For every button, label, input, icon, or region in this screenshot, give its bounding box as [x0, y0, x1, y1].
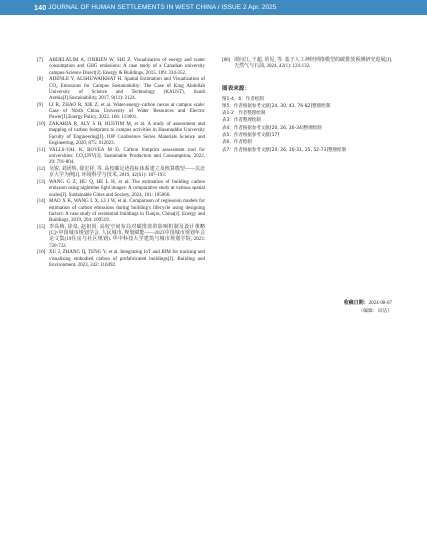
reference-text: LI R, ZHAO R, XIE Z, et al. Water-energy-carbon nexus at campus scale: Case of North China University of Water Resources and Electric Power[J].Energy Policy, 2022, 166: 113001.: [49, 102, 205, 121]
reference-text: 李高梅, 徐泉, 赵祖尚. 高校空间布局对碳排放的影响机制及设计策略[C]//中国城市规划学会. 人民城市, 规划赋能——2023中国城市规划年会论文集(19住房与社区规划). 华中科技大学建筑与城市规划学院, 2023: 720-732.: [49, 224, 205, 249]
source-line: 图5：作者根据参考文献[24, 30, 43, 76-82]整理绘制: [222, 103, 331, 109]
reference-item: [37, 199, 205, 224]
reference-text: 吴锐, 刘团辉, 徐宏祥, 等. 高校碳足迹指标体系建立及核算模型——以北京大学为例[J]. 环境科学与技术, 2019, 42(S1): 187-193.: [49, 167, 205, 179]
reference-item: [37, 77, 205, 102]
reference-text: ADENLE Y, ALSHUWAIKHAT H. Spatial Estimation and Visualization of CO₂ Emissions for Campus Sustainability: The Case of King Abdullah University of Science and Technology (KAUST), Saudi Arabia[J].Sustainability, 2017, 9(11): 2124.: [49, 77, 205, 102]
reference-number: [14]: [37, 199, 46, 205]
reference-item: [37, 103, 205, 122]
reference-item: [37, 225, 205, 250]
received-date: 2024-08-07: [368, 301, 392, 306]
reference-number: [8]: [37, 77, 43, 83]
figure-sources-title: 图表来源：: [222, 85, 250, 92]
reference-number: [88]: [222, 58, 231, 63]
reference-text: XU J, ZHANG Q, TENG Y, et al. Integrating IoT and BIM for tracking and visualising embodied carbon of prefabricated buildings[J]. Building and Environment, 2023, 242: 110492.: [49, 250, 205, 269]
reference-text: WANG G Z, HU Q, HE L H, et al. The estimation of building carbon emission using nighttime light images: A comparative study at various spatial scales[J]. Sustainable Cities and Society, 2024, 101: 105066.: [49, 179, 205, 198]
received-info: [344, 300, 392, 315]
reference-item: [37, 250, 205, 269]
reference-text: ABDELALIM A, O'BRIEN W, SHI Z. Visualization of energy and water consumption and GHG emissions: A case study of a Canadian university campus-Science Direct[J]. Energy & Buildings, 2015, 109: 334-352.: [49, 58, 205, 76]
source-line: 表4：作者根据参考文献[20, 26, 30-34]整理绘制: [222, 125, 322, 131]
reference-number: [13]: [37, 179, 46, 185]
figure-sources: [222, 84, 392, 154]
page-number: 140: [34, 3, 47, 12]
reference-number: [7]: [37, 58, 43, 63]
reference-number: [16]: [37, 250, 46, 256]
source-line: 表6：作者绘制: [222, 140, 252, 146]
reference-item: [37, 167, 205, 180]
editor-note: （编辑：田洁）: [358, 308, 392, 314]
references-left-column: [37, 58, 205, 270]
reference-number: [10]: [37, 122, 46, 128]
journal-title: JOURNAL OF HUMAN SETTLEMENTS IN WEST CHINA / ISSUE 2 Apr. 2025: [48, 4, 277, 11]
reference-item: [37, 122, 205, 147]
source-line: 表5：作者根据参考文献[17]: [222, 133, 280, 139]
source-line: 表1-2：作者整理绘制: [222, 111, 266, 117]
reference-text: VALLS-VAL K, BOVEA M D. Carbon footprint assessment tool for universities: CO₂UNV[J]. Sustainable Production and Consumption, 2022, 29: 791-804.: [49, 147, 205, 166]
reference-number: [9]: [37, 102, 43, 108]
source-line: 图1-4、6：作者绘制: [222, 96, 264, 102]
reference-text: ZAKARIA R, ALY S H, HUSTIM M, et al. A study of assessment and mapping of carbon footprints to campus activities in Hasanuddin University Faculty of Engineering[J]. IOP Conference Series Materials Science and Engineering, 2020, 875: 012023.: [49, 122, 205, 147]
reference-item: [37, 180, 205, 199]
reference-number: [11]: [37, 147, 46, 153]
reference-item: [37, 58, 205, 77]
source-line: 表7：作者根据参考文献[20, 26, 30-31, 35, 52-73]整理绘制: [222, 147, 347, 153]
reference-number: [12]: [37, 167, 46, 172]
header-bar: [0, 0, 427, 15]
source-line: 表3：作者整理绘制: [222, 118, 261, 124]
reference-item: [37, 148, 205, 167]
reference-number: [15]: [37, 224, 46, 230]
reference-item: [222, 58, 392, 71]
received-date-line: [344, 300, 392, 308]
references-right-column: [222, 58, 392, 154]
reference-text: MAO X K, WANG L X, LI J W, et al. Comparison of regression models for estimation of carbon emissions during building's lifecycle using designing factors: A case study of residential buildings in Tianjin, China[J]. Energy and Buildings, 2019, 204: 109519.: [49, 199, 205, 224]
received-label: 收稿日期：: [343, 300, 369, 306]
reference-text: 谭问江, 王超, 常见, 等. 基于人工神经网络模型的碳排放预测研究进展[J]. 天然气与石油, 2024, 42(1): 124-132.: [234, 58, 392, 70]
